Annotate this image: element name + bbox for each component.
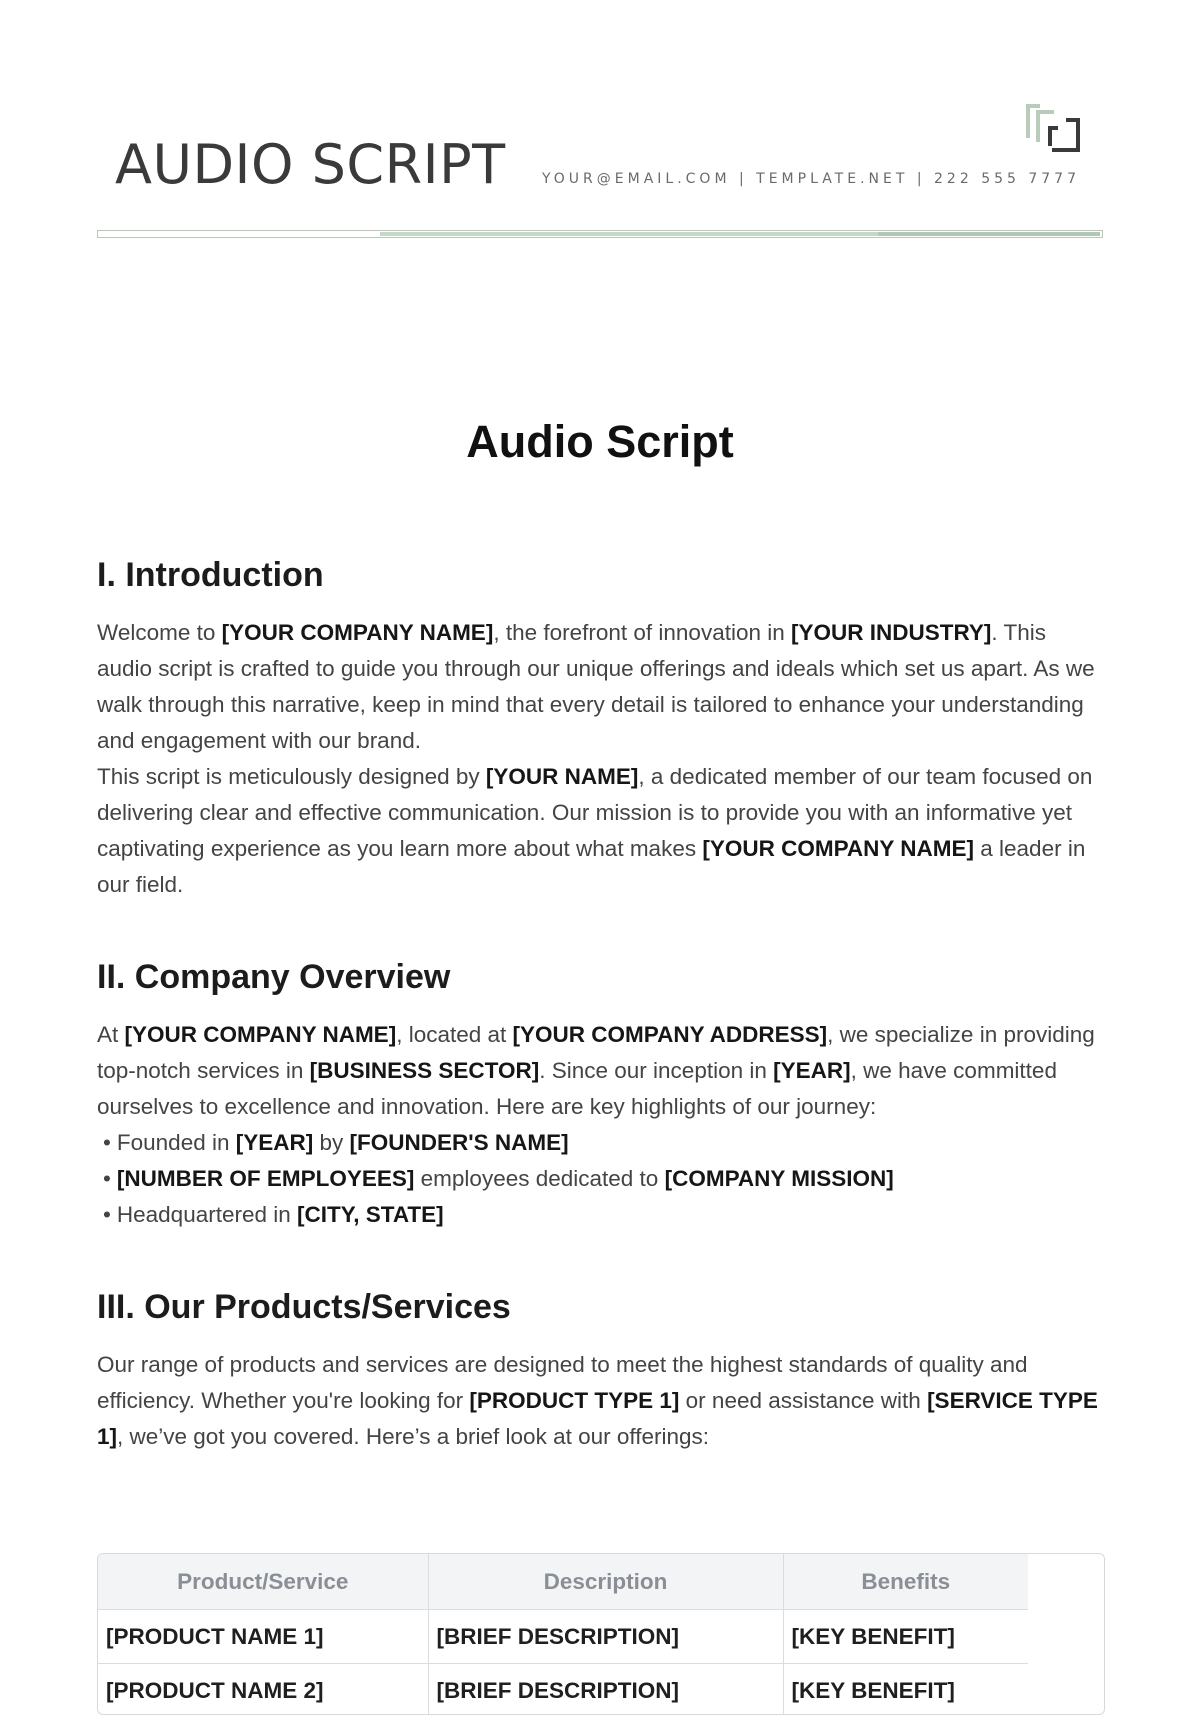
table-cell: [PRODUCT NAME 2]	[98, 1664, 428, 1715]
section-heading: I. Introduction	[97, 555, 1107, 595]
list-item: • Founded in [YEAR] by [FOUNDER'S NAME]	[103, 1125, 1107, 1161]
table-row	[98, 1610, 1028, 1664]
table-cell: [KEY BENEFIT]	[783, 1610, 1028, 1664]
contact-line: YOUR@EMAIL.COM | TEMPLATE.NET | 222 555 7777	[542, 171, 1080, 187]
products-paragraph: Our range of products and services are designed to meet the highest standards of quality and efficiency. Whether you're looking for [PRODUCT TYPE 1] or need assistance with [SERVICE TYPE 1], we’ve got you covered. Here’s a brief look at our offerings:	[97, 1347, 1107, 1455]
list-item: • [NUMBER OF EMPLOYEES] employees dedicated to [COMPANY MISSION]	[103, 1161, 1107, 1197]
table-cell: [KEY BENEFIT]	[783, 1664, 1028, 1715]
list-item: • Headquartered in [CITY, STATE]	[103, 1197, 1107, 1233]
document-body	[97, 555, 1107, 1455]
table-header-row	[98, 1554, 1028, 1610]
table-row	[98, 1664, 1028, 1715]
table-cell: [PRODUCT NAME 1]	[98, 1610, 428, 1664]
table-cell: [BRIEF DESCRIPTION]	[428, 1610, 783, 1664]
document-title: Audio Script	[0, 416, 1200, 468]
products-table	[97, 1553, 1105, 1715]
column-header: Description	[428, 1554, 783, 1610]
section-company-overview	[97, 957, 1107, 1233]
header-divider	[97, 230, 1103, 238]
column-header: Benefits	[783, 1554, 1028, 1610]
section-heading: III. Our Products/Services	[97, 1287, 1107, 1327]
header-title: AUDIO SCRIPT	[115, 133, 506, 196]
highlights-list	[97, 1125, 1107, 1233]
section-introduction	[97, 555, 1107, 903]
intro-paragraph-1: Welcome to [YOUR COMPANY NAME], the forefront of innovation in [YOUR INDUSTRY]. This audio script is crafted to guide you through our unique offerings and ideals which set us apart. As we walk through this narrative, keep in mind that every detail is tailored to enhance your understanding and engagement with our brand.	[97, 615, 1107, 759]
overview-paragraph: At [YOUR COMPANY NAME], located at [YOUR COMPANY ADDRESS], we specialize in providing top-notch services in [BUSINESS SECTOR]. Since our inception in [YEAR], we have committed ourselves to excellence and innovation. Here are key highlights of our journey:	[97, 1017, 1107, 1125]
column-header: Product/Service	[98, 1554, 428, 1610]
section-heading: II. Company Overview	[97, 957, 1107, 997]
section-products-services	[97, 1287, 1107, 1455]
table-cell: [BRIEF DESCRIPTION]	[428, 1664, 783, 1715]
bracket-logo-icon	[1022, 100, 1084, 156]
intro-paragraph-2: This script is meticulously designed by [YOUR NAME], a dedicated member of our team focused on delivering clear and effective communication. Our mission is to provide you with an informative yet captivating experience as you learn more about what makes [YOUR COMPANY NAME] a leader in our field.	[97, 759, 1107, 903]
